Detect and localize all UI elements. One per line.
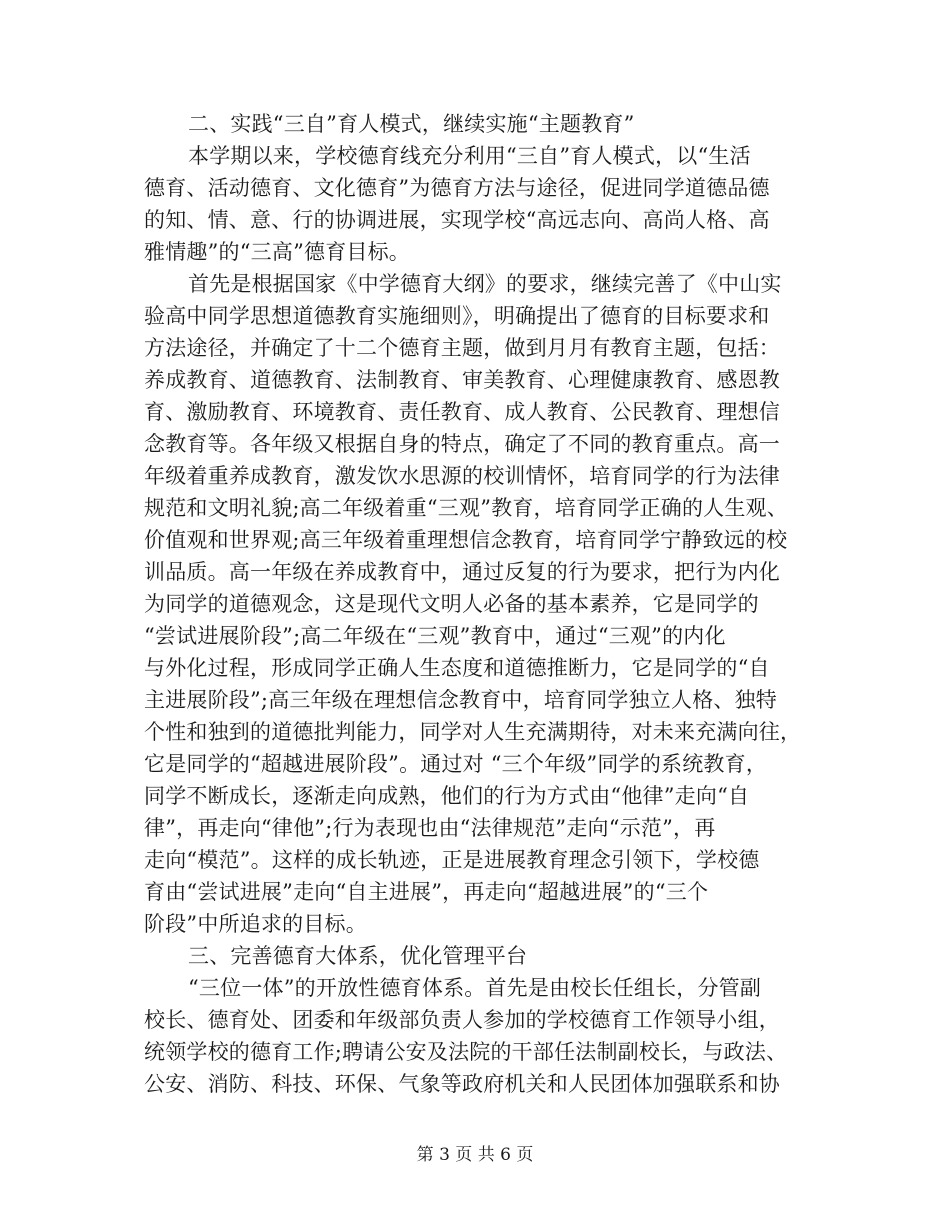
paragraph-line: 首先是根据国家《中学德育大纲》的要求，继续完善了《中山实 <box>188 272 782 296</box>
paragraph-line: 的知、情、意、行的协调进展，实现学校“高远志向、高尚人格、高 <box>144 208 770 232</box>
paragraph-line: 它是同学的“超越进展阶段”。通过对 “三个年级”同学的系统教育， <box>144 752 768 776</box>
paragraph-line: 育由“尝试进展”走向“自主进展”，再走向“超越进展”的“三个 <box>144 880 709 904</box>
paragraph-line: 育、激励教育、环境教育、责任教育、成人教育、公民教育、理想信 <box>144 400 780 424</box>
page-footer <box>0 1143 950 1167</box>
paragraph-line: 公安、消防、科技、环保、气象等政府机关和人民团体加强联系和协 <box>144 1072 780 1096</box>
paragraph-line: 校长、德育处、团委和年级部负责人参加的学校德育工作领导小组， <box>144 1008 780 1032</box>
paragraph-line: 同学不断成长，逐渐走向成熟，他们的行为方式由“他律”走向“自 <box>144 784 750 808</box>
paragraph-line: 方法途径，并确定了十二个德育主题，做到月月有教育主题，包括： <box>144 336 780 360</box>
paragraph-line: 验高中同学思想道德教育实施细则》，明确提出了德育的目标要求和 <box>144 304 770 328</box>
paragraph-line: “尝试进展阶段”;高二年级在“三观”教育中，通过“三观”的内化 <box>144 624 726 648</box>
paragraph-line: 雅情趣”的“三高”德育目标。 <box>144 240 411 264</box>
page-number: 第 3 页 共 6 页 <box>416 1145 534 1165</box>
paragraph-line: 本学期以来，学校德育线充分利用“三自”育人模式，以“生活 <box>188 144 751 168</box>
section-heading: 三、完善德育大体系，优化管理平台 <box>188 944 528 968</box>
paragraph-line: 个性和独到的道德批判能力，同学对人生充满期待，对未来充满向往， <box>144 720 802 744</box>
paragraph-line: 走向“模范”。这样的成长轨迹，正是进展教育理念引领下，学校德 <box>144 848 760 872</box>
paragraph-line: 阶段”中所追求的目标。 <box>144 912 367 936</box>
paragraph-line: 念教育等。各年级又根据自身的特点，确定了不同的教育重点。高一 <box>144 432 780 456</box>
paragraph-line: 律”，再走向“律他”;行为表现也由“法律规范”走向“示范”，再 <box>144 816 716 840</box>
paragraph-line: 规范和文明礼貌;高二年级着重“三观”教育，培育同学正确的人生观、 <box>144 496 788 520</box>
paragraph-line: “三位一体”的开放性德育体系。首先是由校长任组长，分管副 <box>188 976 762 1000</box>
paragraph-line: 价值观和世界观;高三年级着重理想信念教育，培育同学宁静致远的校 <box>144 528 788 552</box>
paragraph-line: 为同学的道德观念，这是现代文明人必备的基本素养，它是同学的 <box>144 592 759 616</box>
paragraph-line: 与外化过程，形成同学正确人生态度和道德推断力，它是同学的“自 <box>144 656 770 680</box>
section-heading: 二、实践“三自”育人模式，继续实施“主题教育” <box>188 112 635 136</box>
paragraph-line: 养成教育、道德教育、法制教育、审美教育、心理健康教育、感恩教 <box>144 368 780 392</box>
paragraph-line: 年级着重养成教育，激发饮水思源的校训情怀，培育同学的行为法律 <box>144 464 780 488</box>
paragraph-line: 训品质。高一年级在养成教育中，通过反复的行为要求，把行为内化 <box>144 560 780 584</box>
document-body <box>144 108 804 1100</box>
paragraph-line: 德育、活动德育、文化德育”为德育方法与途径，促进同学道德品德 <box>144 176 770 200</box>
paragraph-line: 统领学校的德育工作;聘请公安及法院的干部任法制副校长，与政法、 <box>144 1040 788 1064</box>
paragraph-line: 主进展阶段”;高三年级在理想信念教育中，培育同学独立人格、独特 <box>144 688 778 712</box>
